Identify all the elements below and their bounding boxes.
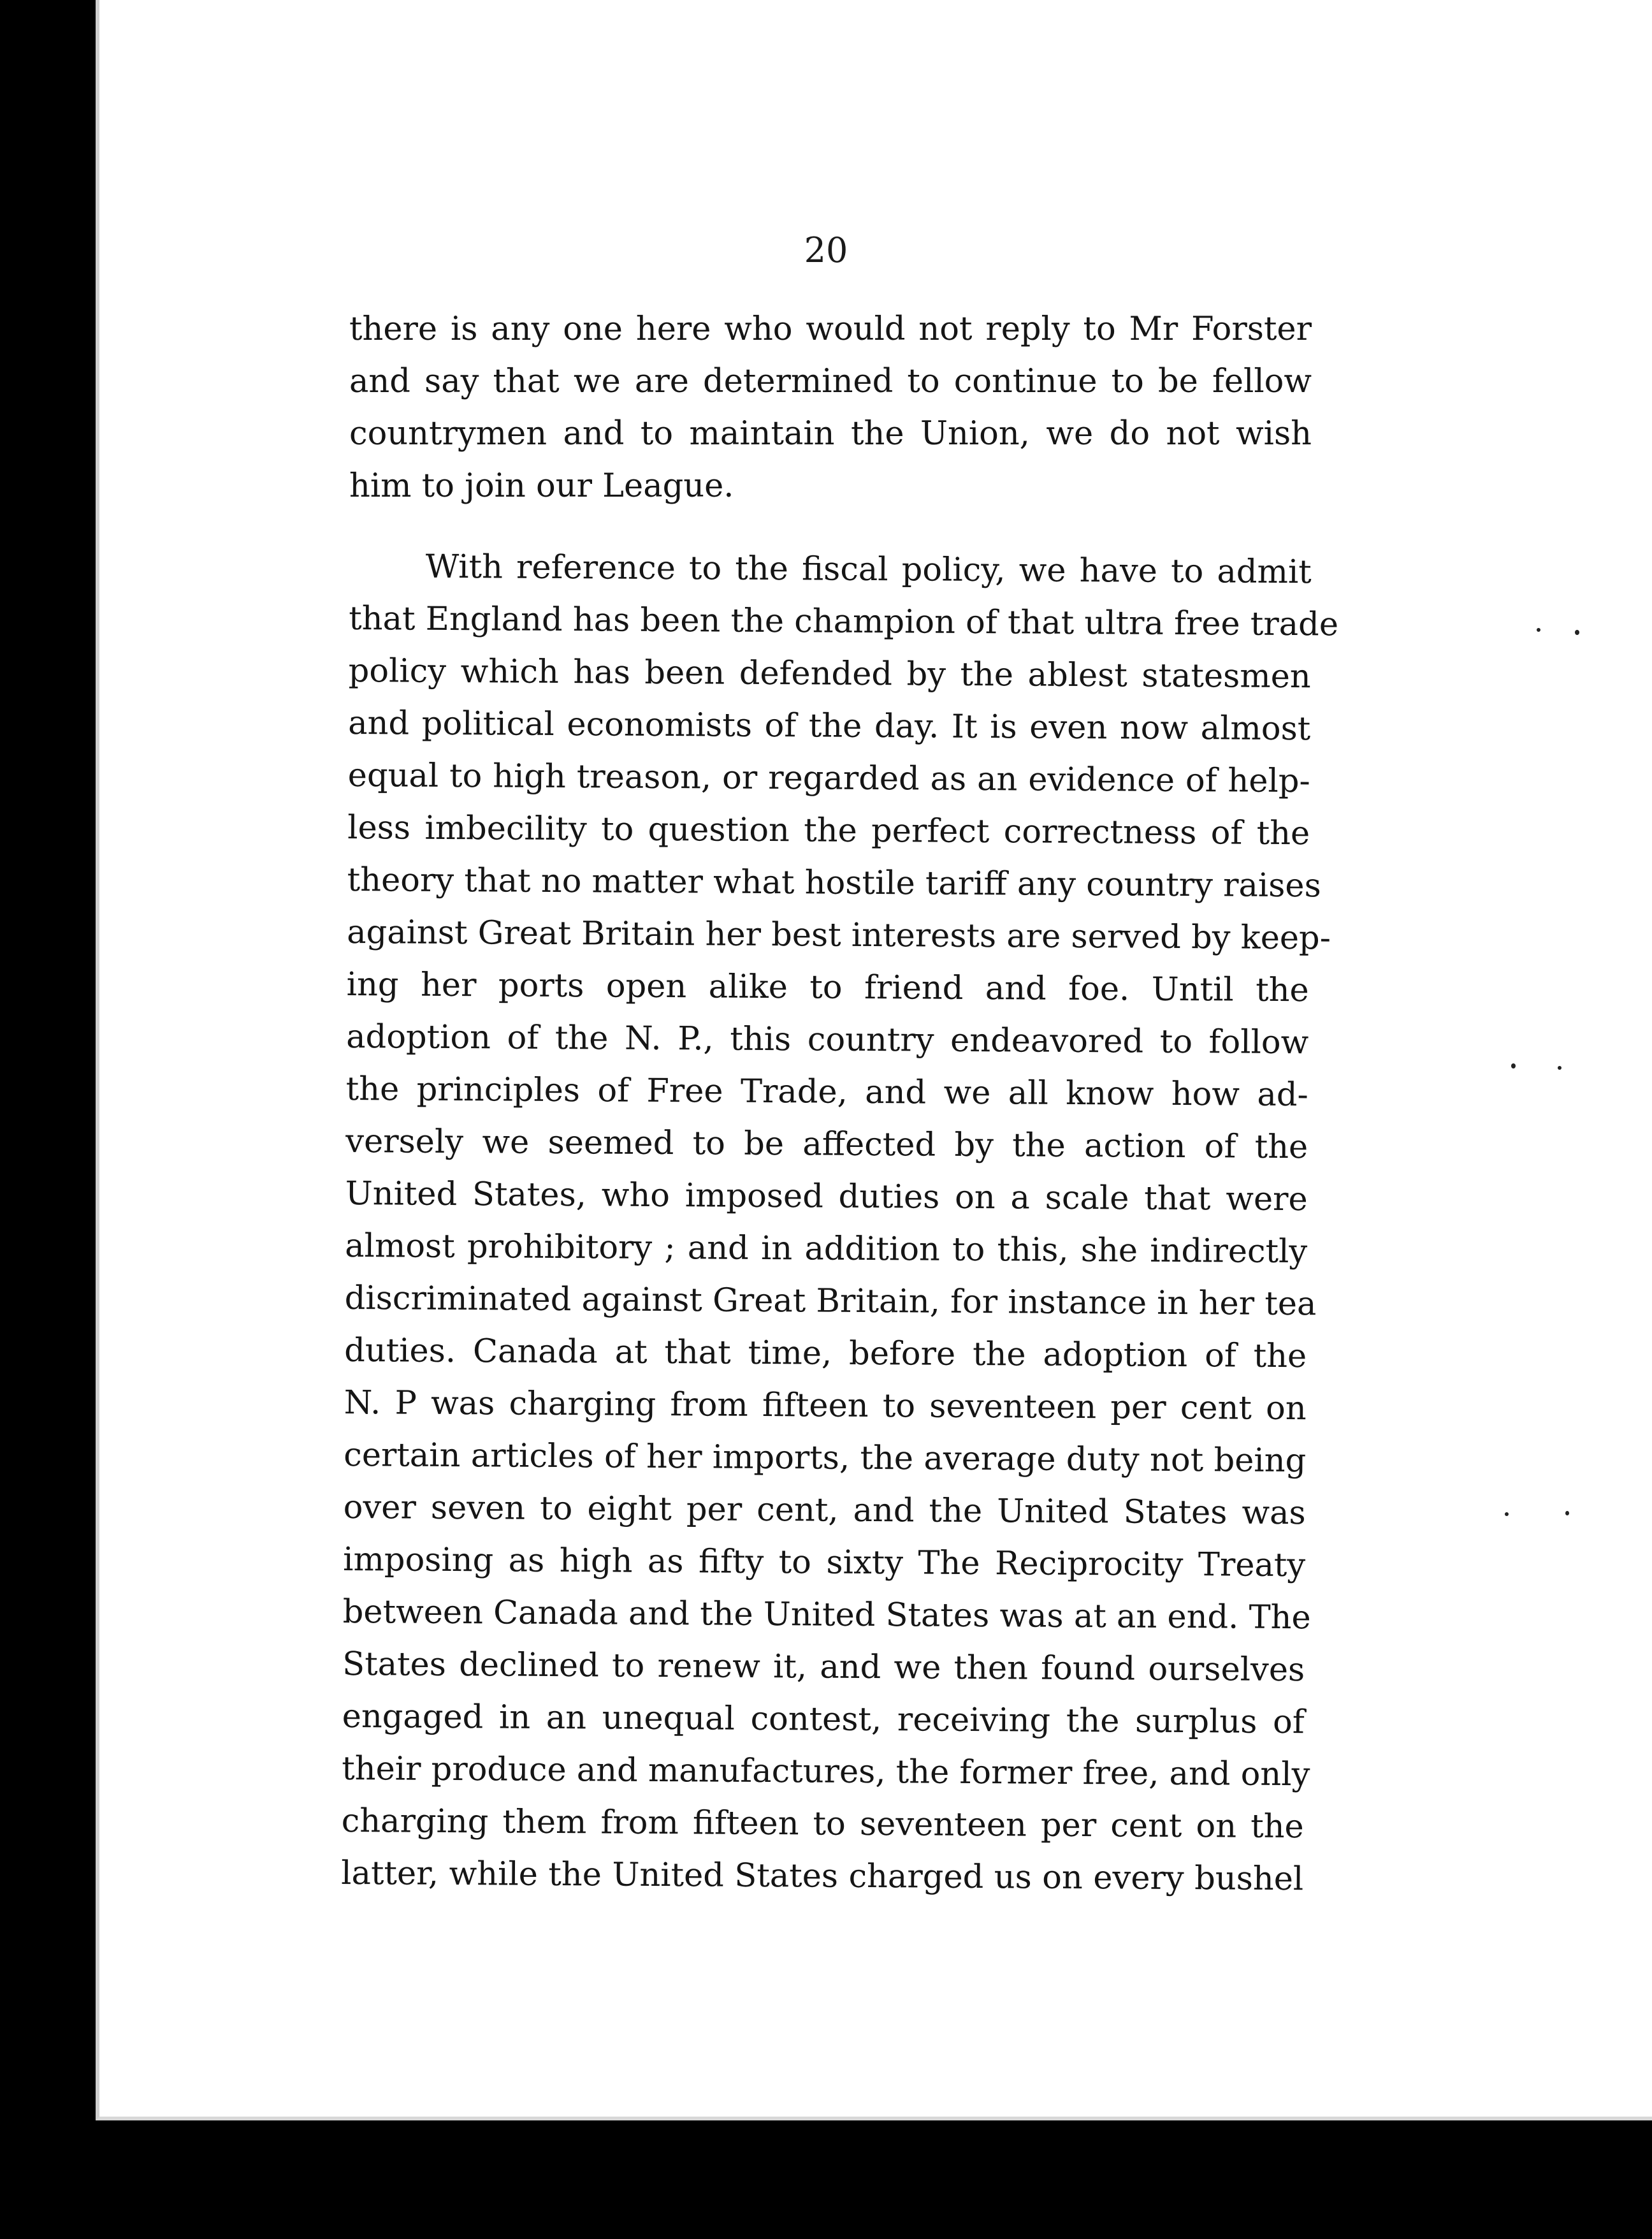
text-line: against Great Britain her best interests are served by keep-: [347, 913, 1331, 958]
text-line: versely we seemed to be affected by the action of the: [345, 1122, 1308, 1167]
text-line: theory that no matter what hostile tariff any country raises: [347, 861, 1321, 905]
text-line: and political economists of the day. It is even now almost: [348, 704, 1311, 748]
text-line: States declined to renew it, and we then found ourselves: [342, 1645, 1305, 1689]
page-number: 20: [804, 230, 848, 270]
text-line: duties. Canada at that time, before the adoption of the: [344, 1331, 1307, 1376]
paragraph-1: [349, 303, 1312, 513]
text-line: their produce and manufactures, the former free, and only: [342, 1749, 1310, 1794]
text-line: and say that we are determined to continue to be fellow: [349, 363, 1312, 400]
text-line: ing her ports open alike to friend and foe. Until the: [346, 965, 1309, 1010]
margin-speck: [1537, 628, 1540, 632]
text-line: certain articles of her imports, the average duty not being: [344, 1436, 1307, 1480]
margin-speck: [1565, 1511, 1569, 1515]
body-text: [341, 303, 1339, 1900]
margin-speck: [1575, 630, 1579, 635]
text-line: countrymen and to maintain the Union, we do not wish: [349, 415, 1312, 453]
text-line: imposing as high as fifty to sixty The Reciprocity Treaty: [343, 1540, 1306, 1585]
text-line: that England has been the champion of that ultra free trade: [349, 599, 1339, 644]
text-line: United States, who imposed duties on a scale that were: [345, 1174, 1308, 1219]
text-line: equal to high treason, or regarded as an evidence of help-: [347, 756, 1310, 801]
text-line: over seven to eight per cent, and the United States was: [343, 1488, 1306, 1533]
margin-speck: [1558, 1066, 1561, 1070]
text-line: latter, while the United States charged us on every bushel: [341, 1854, 1304, 1899]
text-line: policy which has been defended by the ablest statesmen: [348, 652, 1311, 696]
margin-speck: [1511, 1063, 1516, 1068]
text-line: the principles of Free Trade, and we all know how ad-: [345, 1070, 1308, 1114]
margin-speck: [1505, 1512, 1509, 1516]
text-line: between Canada and the United States was at an end. The: [342, 1593, 1311, 1637]
text-line: N. P was charging from fifteen to seventeen per cent on: [344, 1383, 1307, 1428]
text-line: less imbecility to question the perfect correctness of the: [347, 808, 1310, 853]
text-line: With reference to the fiscal policy, we have to admit: [425, 548, 1312, 592]
text-line: discriminated against Great Britain, for instance in her tea: [344, 1279, 1317, 1324]
text-line: charging them from fifteen to seventeen per cent on the: [341, 1802, 1304, 1846]
text-line: adoption of the N. P., this country endeavored to follow: [346, 1017, 1309, 1062]
paragraph-2: [341, 541, 1339, 1906]
text-line: him to join our League.: [349, 467, 734, 505]
text-line: there is any one here who would not reply to Mr Forster: [349, 310, 1312, 348]
text-line: engaged in an unequal contest, receiving the surplus of: [342, 1697, 1305, 1742]
text-line: almost prohibitory ; and in addition to this, she indirectly: [345, 1227, 1308, 1271]
